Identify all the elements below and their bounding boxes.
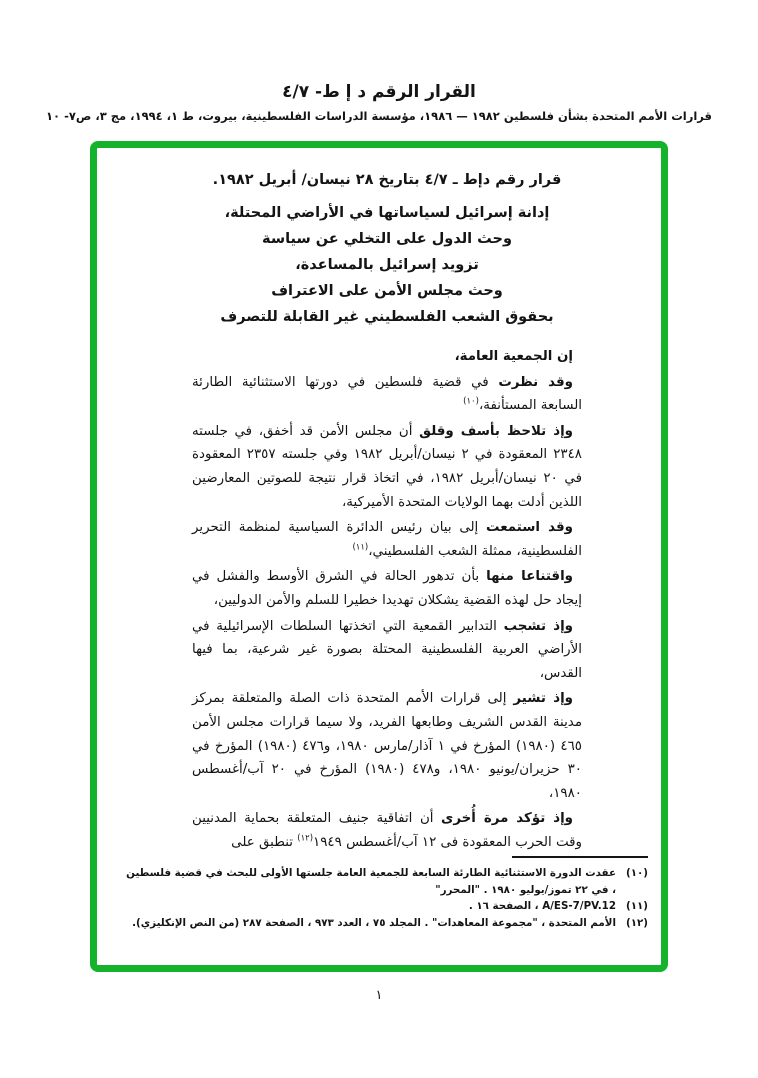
paragraph-lead: وإذ تلاحظ بأسف وقلق bbox=[419, 423, 573, 439]
resolution-paragraph bbox=[192, 615, 582, 686]
paragraph-text: إلى قرارات الأمم المتحدة ذات الصلة والمتعلقة بمركز مدينة القدس الشريف وطابعها الفريد، ولا سيما قرارات مجلس الأمن ٤٦٥ (١٩٨٠) المؤرخ في ١ آذار/مارس ١٩٨٠، و٤٧٦ (١٩٨٠) المؤرخ في ٣٠ حزيران/يونيو ١٩٨٠، و٤٧٨ (١٩٨٠) المؤرخ في ٢٠ آب/أغسطس ١٩٨٠، bbox=[192, 691, 582, 801]
paragraph-text: إلى بيان رئيس الدائرة السياسية لمنظمة التحرير الفلسطينية، ممثلة الشعب الفلسطيني، bbox=[192, 520, 582, 559]
resolution-title-line: وحث الدول على التخلي عن سياسة bbox=[262, 231, 512, 247]
paragraph-lead: وإذ تشير bbox=[513, 691, 573, 707]
footnote-ref: (١١) bbox=[352, 542, 369, 553]
page-header bbox=[0, 82, 758, 123]
resolution-content bbox=[90, 141, 668, 972]
footnote-ref: (١٠) bbox=[463, 396, 479, 407]
footnote bbox=[120, 915, 648, 932]
resolution-paragraph bbox=[192, 565, 582, 612]
footnote-ref: (١٢) bbox=[297, 833, 314, 844]
resolution-title-block bbox=[192, 167, 582, 330]
resolution-title-line: وحث مجلس الأمن على الاعتراف bbox=[271, 283, 503, 299]
paragraph-text: تنطبق على bbox=[231, 834, 298, 850]
footnote bbox=[120, 898, 648, 915]
paragraph-lead: إن الجمعية العامة، bbox=[454, 349, 573, 364]
paragraph-lead: وإذ تؤكد مرة أُخرى bbox=[441, 811, 573, 827]
paragraph-text: أن مجلس الأمن قد أخفق، في جلسته ٢٣٤٨ المعقودة في ٢ نيسان/أبريل ١٩٨٢ وفي جلسته ٢٣٥٧ المعقودة في ٢٠ نيسان/أبريل ١٩٨٢، في اتخاذ قرار نتيجة للصوتين المعارضين اللذين أدلت بهما الولايات المتحدة الأميركية، bbox=[192, 423, 582, 510]
paragraph-text: بأن تدهور الحالة في الشرق الأوسط والفشل في إيجاد حل لهذه القضية يشكلان تهديدا خطيرا للسلم والأمن الدوليين، bbox=[192, 569, 582, 608]
resolution-title-line: إدانة إسرائيل لسياساتها في الأراضي المحتلة، bbox=[224, 205, 550, 221]
resolution-number-line: قرار رقم دإط ـ ٤/٧ بتاريخ ٢٨ نيسان/ أبريل ١٩٨٢. bbox=[212, 172, 562, 188]
footnote-marker: (١١) bbox=[625, 900, 648, 912]
footnote-marker: (١٢) bbox=[625, 916, 648, 929]
footnote-separator bbox=[512, 856, 648, 858]
resolution-paragraph bbox=[192, 807, 582, 854]
paragraph-lead: وإذ تشجب bbox=[503, 618, 573, 634]
resolution-body bbox=[192, 345, 582, 854]
resolution-paragraph bbox=[192, 371, 582, 418]
resolution-title-line: تزويد إسرائيل بالمساعدة، bbox=[295, 257, 479, 273]
footnote-text: الأمم المتحدة ، "مجموعة المعاهدات" . المجلد ٧٥ ، العدد ٩٧٣ ، الصفحة ٢٨٧ (من النص الإنكليزي). bbox=[132, 916, 616, 929]
footnote-text: عقدت الدورة الاستثنائية الطارئة السابعة للجمعية العامة جلستها الأولى للبحث في قضية فلسطين ، في ٢٢ تموز/يوليو ١٩٨٠ . "المحرر" bbox=[126, 867, 616, 896]
footnote-text: A/ES-7/PV.12 ، الصفحة ١٦ . bbox=[468, 900, 616, 912]
paragraph-text: أن اتفاقية جنيف المتعلقة بحماية المدنيين وقت الحرب المعقودة فى ١٢ آب/أغسطس ١٩٤٩ bbox=[192, 811, 582, 850]
document-title: القرار الرقم د إ ط- ٤/٧ bbox=[282, 82, 476, 102]
resolution-paragraph bbox=[192, 345, 582, 369]
footnote bbox=[120, 865, 648, 898]
page-number: ١ bbox=[375, 988, 383, 1003]
footnotes-section bbox=[120, 856, 648, 931]
resolution-paragraph bbox=[192, 516, 582, 563]
paragraph-lead: وقد استمعت bbox=[486, 520, 573, 536]
footnote-marker: (١٠) bbox=[625, 867, 648, 879]
resolution-title-line: بحقوق الشعب الفلسطيني غير القابلة للتصرف bbox=[220, 309, 554, 325]
document-source-line: قرارات الأمم المتحدة بشأن فلسطين ١٩٨٢ — ١٩٨٦، مؤسسة الدراسات الفلسطينية، بيروت، ط ١، ١٩٩٤، مج ٣، ص٧- ١٠ bbox=[46, 109, 712, 123]
resolution-paragraph bbox=[192, 687, 582, 805]
paragraph-lead: واقتناعا منها bbox=[486, 569, 573, 585]
paragraph-lead: وقد نظرت bbox=[498, 374, 573, 390]
paragraph-text: التدابير القمعية التي اتخذتها السلطات الإسرائيلية في الأراضي العربية الفلسطينية المحتلة بصورة غير شرعية، بما فيها القدس، bbox=[192, 618, 582, 681]
resolution-paragraph bbox=[192, 420, 582, 514]
paragraph-text: في قضية فلسطين في دورتها الاستثنائية الطارئة السابعة المستأنفة، bbox=[192, 374, 582, 414]
